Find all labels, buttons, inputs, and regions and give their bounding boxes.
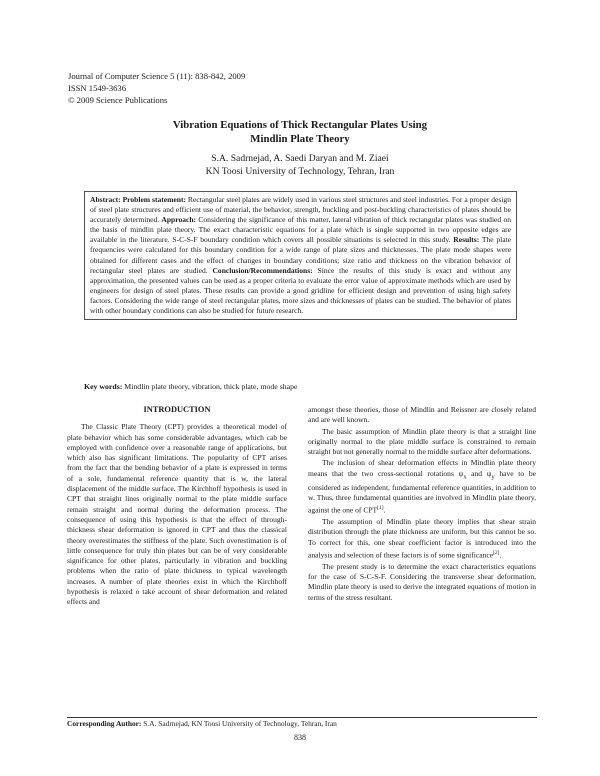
psi-x-subscript: x — [463, 473, 467, 481]
p4-text-b: and ψ — [466, 468, 492, 478]
corr-text: S.A. Sadrnejad, KN Toosi University of Technology, Tehran, Iran — [141, 719, 337, 728]
journal-issn: ISSN 1549-3636 — [68, 83, 127, 93]
intro-paragraph-5 — [308, 517, 536, 561]
intro-paragraph-6: The present study is to determine the exact characteristics equations for the case of S-C-S-F. Considering the transverse shear deformation, Mindlin plate theory is used to derive the integrated equations of motion in terms of the stress resultant. — [308, 561, 536, 602]
results-text: The plate frequencies were calculated for this boundary condition for a wide range of plate sizes and thicknesses. The plate mode shapes were obtained for different cases and the effect of changes in boundary conditions; size ratio and thickness on the vibration behavior of rectangular steel plates are studied. — [90, 235, 511, 275]
abstract-label: Abstract: — [90, 195, 121, 204]
paper-title — [100, 118, 500, 146]
journal-info — [68, 70, 245, 106]
problem-label: Problem statement: — [122, 195, 186, 204]
title-line-1: Vibration Equations of Thick Rectangular Plates Using — [172, 119, 428, 131]
right-column — [308, 405, 536, 604]
citation-ref-1: [1] — [377, 505, 384, 512]
intro-paragraph-2: amongst these theories, those of Mindlin and Reissner are closely related and are well known. — [308, 405, 536, 425]
psi-y-subscript: y — [491, 473, 495, 481]
keywords-label: Key words: — [84, 382, 123, 391]
approach-label: Approach: — [161, 215, 197, 225]
intro-paragraph-1: The Classic Plate Theory (CPT) provides a theoretical model of plate behavior which has some considerable advantages, which cab be employed with confidence over a reasonable range of applications, but which also has significant limitations. The popularity of CPT arises from the fact that the bending behavior of a plate is expressed in terms of a sole, fundamental reference quantity that is w, the lateral displacement of the middle surface. The Kirchhoff hypothesis is used in CPT that straight lines originally normal to the plate middle surface remain straight and normal during the deformation process. The consequence of using this hypothesis is that the effect of through-thickness shear deformation is ignored in CPT and thus the classical theory overestimates the stiffness of the plate. Such overestimation is of little consequence for truly thin plates but can be of very considerable significance for other plates, particularly in vibration and buckling problems when the ratio of plate thickness to typical wavelength increases. A number of plate theories exist in which the Kirchhoff hypothesis is relaxed o take account of shear deformation and related effects and — [67, 422, 287, 607]
journal-copyright: © 2009 Science Publications — [68, 95, 168, 105]
footer-rule — [67, 717, 537, 718]
p4-text-d: . — [383, 505, 386, 515]
author-block — [100, 152, 500, 178]
intro-paragraph-3: The basic assumption of Mindlin plate theory is that a straight line originally normal to the plate middle surface is constrained to remain straight but not generally normal to the middle surface after deformations. — [308, 426, 536, 457]
keywords-text: Mindlin plate theory, vibration, thick plate, mode shape — [122, 382, 298, 391]
problem-text: Rectangular steel plates are widely used in various steel structures and steel industries. For a proper design of steel plate structures and efficient use of material, the behavior, strength, buckling and post-buckling characteristics of plates should be accurately determined. — [90, 195, 511, 225]
section-heading-introduction: INTRODUCTION — [143, 405, 211, 414]
left-column — [67, 405, 287, 609]
intro-paragraph-4 — [308, 458, 536, 516]
citation-ref-2: [2] — [493, 549, 500, 556]
p4-text-c: have to be considered as independent, fundamental reference quantities, in addition to w. Thus, three fundamental quantities are involved in Mindlin plate theory, against the one of CPT — [308, 468, 536, 515]
corresponding-author — [67, 719, 537, 728]
abstract-box — [84, 191, 517, 320]
conclusion-label: Conclusion/Recommendations: — [212, 265, 313, 275]
corr-label: Corresponding Author: — [67, 719, 142, 728]
author-names: S.A. Sadrnejad, A. Saedi Daryan and M. Ziaei — [211, 153, 389, 164]
results-label: Results: — [453, 235, 480, 245]
p5-text-a: The assumption of Mindlin plate theory implies that shear strain distribution through the plate thickness are uniform, but this cannot be so. To correct for this, one shear coefficient factor is introduced into the analysis and selection of these factors is of some significance — [308, 516, 536, 560]
title-line-2: Mindlin Plate Theory — [250, 133, 350, 145]
journal-citation: Journal of Computer Science 5 (11): 838-842, 2009 — [68, 71, 246, 81]
p4-text-a: The inclusion of shear deformation effects in Mindlin plate theory means that the two cross-sectional rotations ψ — [308, 458, 536, 478]
keywords — [84, 382, 524, 391]
approach-text: Considering the significance of this matter, lateral vibration of thick rectangular plates was studied on the basis of mindlin plate theory. The exact characteristic equations for a plate which is single supported in two opposite edges are available in the literature. S-C-S-F boundary condition which covers all possible situations is selected in this study. — [90, 215, 512, 245]
conclusion-text: Since the results of this study is exact and without any approximation, the presented values can be used as a proper criteria to evaluate the error value of approximate methods which are used by engineers for design of steel plates. These results can provide a good gridline for efficient design and prevention of using high safety factors. Considering the wide range of steel rectangular plates, more sizes and thicknesses of plates can be studied. The behavior of plates with other boundary conditions can also be studied for future research. — [90, 265, 511, 316]
author-affiliation: KN Toosi University of Technology, Tehran, Iran — [205, 166, 395, 177]
p5-text-b: . — [499, 550, 502, 560]
page-number: 838 — [294, 733, 306, 742]
